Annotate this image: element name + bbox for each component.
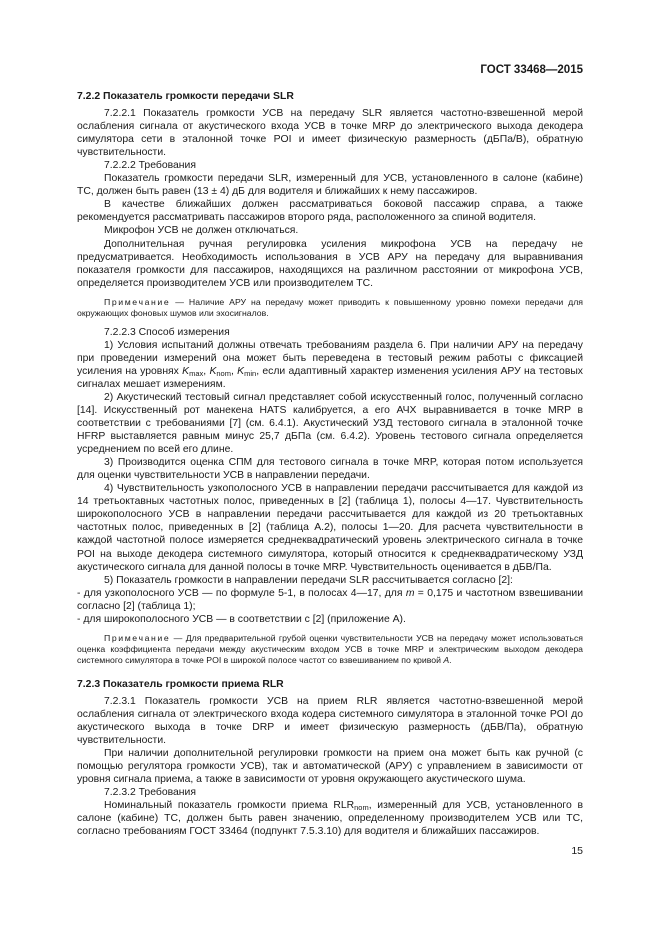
paragraph-agc: Дополнительная ручная регулировка усиления микрофона УСВ на передачу не предусматривается. Необходимость использования в УСВ АРУ на передачу для выравнивания показателя громкости для пассажиров, находящихся на различном расстоянии от микрофона УСВ, определяется производителем УСВ или производителем ТС.	[77, 238, 583, 289]
paragraph-slr-requirement: Показатель громкости передачи SLR, измеренный для УСВ, установленного в салоне (кабине) ТС, должен быть равен (13 ± 4) дБ для водителя и ближайших к нему пассажиров.	[77, 173, 583, 198]
paragraph-7-2-3-1: 7.2.3.1 Показатель громкости УСВ на прием RLR является частотно-взвешенной мерой ослабления сигнала от электрического входа кодера системного симулятора в эталонной точке POI до акустического выхода в точке DRP и имеет физическую размерность (дБВ/Па), обратную чувствительности.	[77, 695, 583, 746]
note-agc	[77, 297, 583, 319]
paragraph-psd: 3) Производится оценка СПМ для тестового сигнала в точке MRP, которая потом используется для оценки чувствительности УСВ в направлении передачи.	[77, 457, 583, 482]
list-item-wideband: - для широкополосного УСВ — в соответствии с [2] (приложение А).	[77, 613, 406, 625]
paragraph-slr-calc: 5) Показатель громкости в направлении передачи SLR рассчитывается согласно [2]:	[104, 574, 513, 586]
subheading-7-2-2-2: 7.2.2.2 Требования	[104, 160, 196, 172]
page-body	[77, 90, 583, 838]
list-item-narrowband: - для узкополосного УСВ — по формуле 5-1, в полосах 4—17, для m = 0,175 и частотном взвешивании согласно [2] (таблица 1);	[77, 587, 584, 612]
subheading-7-2-3-2: 7.2.3.2 Требования	[104, 787, 196, 799]
note-label: Примечание	[104, 632, 171, 643]
document-code: ГОСТ 33468—2015	[480, 64, 583, 76]
note-label: Примечание	[104, 296, 171, 307]
paragraph-7-2-2-1: 7.2.2.1 Показатель громкости УСВ на передачу SLR является частотно-взвешенной мерой ослабления сигнала от акустического входа УСВ в точке MRP до электрического выхода декодера симулятора сети в эталонной точке POI и имеет физическую размерность (дБПа/В), обратную чувствительности.	[77, 108, 583, 159]
paragraph-rlr-nominal: Номинальный показатель громкости приема $RLR_{nom}$, измеренный для УСВ, установленного в салоне (кабине) ТС, должен быть равен значению, определенному производителем УСВ или ТС, согласно требованиям ГОСТ 33464 (подпункт 7.5.3.10) для водителя и ближайших пассажиров.	[77, 800, 583, 838]
note-text: — Наличие АРУ на передачу может приводить к повышенному уровню помехи передачи для окружающих фоновых шумов или эхосигналов.	[77, 296, 583, 318]
note-rough-estimate: Примечание — Для предварительной грубой оценки чувствительности УСВ на передачу может использоваться оценка коэффициента передачи между акустическим входом УСВ в точке MRP и электрическим выходом декодера системного симулятора в точке POI в широкой полосе частот со взвешиванием по кривой A.	[77, 632, 583, 665]
paragraph-test-conditions: 1) Условия испытаний должны отвечать требованиям раздела 6. При наличии АРУ на передачу при проведении измерений она может быть переведена в тестовый режим работы с фиксацией усиления на уровнях $K_{max}$, $K_{nom}$, $K_{min}$, если адаптивный характер изменения усиления АРУ на тестовых сигналах мешает измерениям.	[77, 339, 583, 390]
section-heading-7-2-3: 7.2.3 Показатель громкости приема RLR	[77, 678, 284, 690]
paragraph-volume-control: При наличии дополнительной регулировки громкости на прием она может быть как ручной (с помощью регулятора громкости УСВ), так и автоматической (АРУ) с управлением в зависимости от уровня сигнала приема, а также в зависимости от уровня окружающего акустического шума.	[77, 748, 583, 786]
section-heading-7-2-2: 7.2.2 Показатель громкости передачи SLR	[77, 91, 294, 102]
paragraph-test-signal: 2) Акустический тестовый сигнал представляет собой искусственный голос, полученный согласно [14]. Искусственный рот манекена HATS калибруется, а его АЧХ выравнивается в точке MRP в соответствии с требованиями [7] (см. 6.4.1). Акустический УЗД тестового сигнала в эталонной точке HFRP выставляется равным минус 25,7 дБПа (см. 6.4.2). Уровень тестового сигнала определяется усреднением по всей его длине.	[77, 391, 583, 456]
page-number: 15	[571, 845, 583, 857]
paragraph-microphone: Микрофон УСВ не должен отключаться.	[104, 225, 299, 237]
subheading-7-2-2-3: 7.2.2.3 Способ измерения	[104, 326, 230, 338]
paragraph-nearest-passengers: В качестве ближайших должен рассматриваться боковой пассажир справа, а также рекомендуется рассматривать пассажиров второго ряда, расположенного за спиной водителя.	[77, 199, 583, 224]
paragraph-sensitivity: 4) Чувствительность узкополосного УСВ в направлении передачи рассчитывается для каждой из 14 третьоктавных частотных полос, приведенных в [2] (таблица 1), полосы 4—17. Чувствительность широкополосного УСВ в направлении передачи рассчитывается для каждой из 20 третьоктавных частотных полос, приведенных в [2] (таблица А.2), полосы 1—20. Для расчета чувствительности в каждой частотной полосе измеряется среднеквадратический уровень электрического сигнала в точке POI на выходе декодера системного симулятора, который относится к среднеквадратическому УЗД акустического сигнала для данной полосы в точке MRP. Чувствительность оценивается в дБВ/Па.	[77, 483, 583, 573]
